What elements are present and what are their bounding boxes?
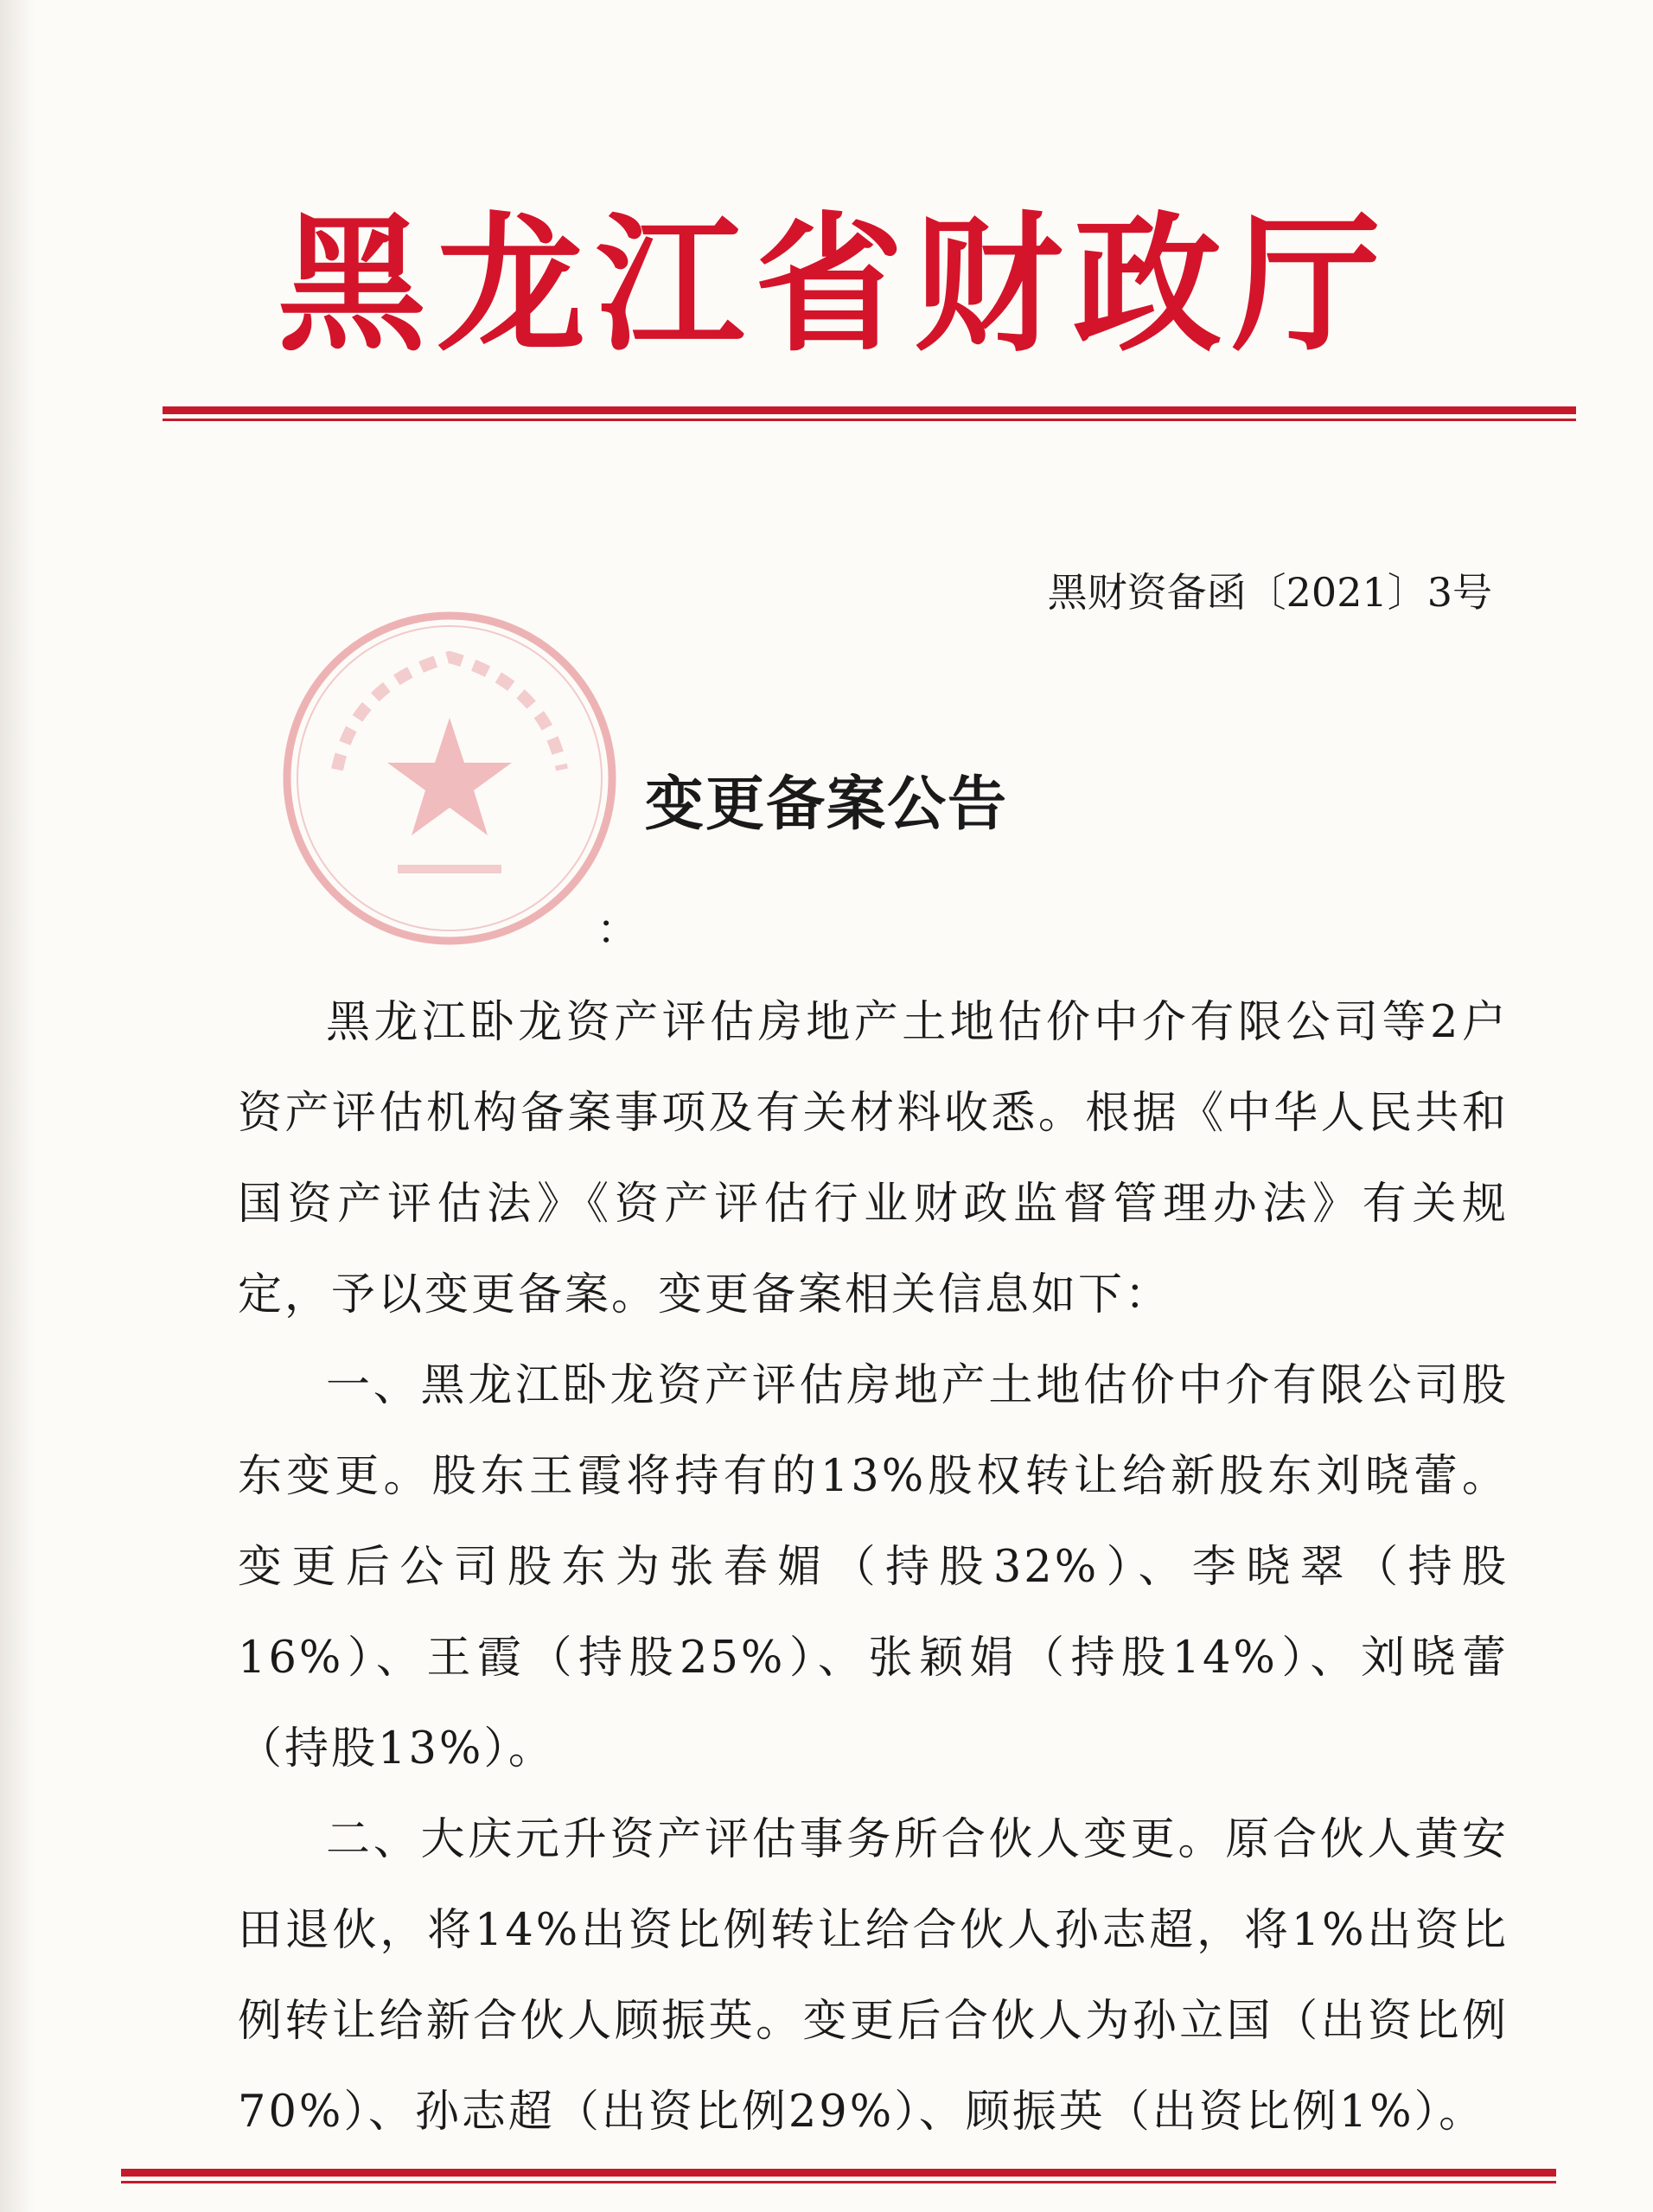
- paper-edge-shadow: [0, 0, 35, 2212]
- rule-thick-line: [121, 2169, 1556, 2177]
- notice-title: 变更备案公告: [644, 770, 1008, 839]
- issuer-masthead: 黑龙江省财政厅: [278, 198, 1391, 372]
- document-number: 黑财资备函〔2021〕3号: [1047, 569, 1492, 616]
- notice-body: [238, 977, 1509, 2158]
- body-paragraph-intro: 黑龙江卧龙资产评估房地产土地估价中介有限公司等2户资产评估机构备案事项及有关材料收悉。根据《中华人民共和国资产评估法》《资产评估行业财政监督管理办法》有关规定，予以变更备案。变更备案相关信息如下：: [238, 997, 1509, 1320]
- rule-thick-line: [163, 406, 1576, 414]
- body-paragraph-item-1: 一、黑龙江卧龙资产评估房地产土地估价中介有限公司股东变更。股东王霞将持有的13%股权转让给新股东刘晓蕾。变更后公司股东为张春媚（持股32%）、李晓翠（持股16%）、王霞（持股25%）、张颖娟（持股14%）、刘晓蕾（持股13%）。: [238, 1360, 1509, 1774]
- masthead-red-rule: [163, 406, 1576, 421]
- addressee-line: ：: [597, 905, 639, 954]
- rule-thin-line: [163, 419, 1576, 421]
- rule-thin-line: [121, 2181, 1556, 2183]
- body-paragraph-item-2: 二、大庆元升资产评估事务所合伙人变更。原合伙人黄安田退伙，将14%出资比例转让给合伙人孙志超，将1%出资比例转让给新合伙人顾振英。变更后合伙人为孙立国（出资比例70%）、孙志超（出资比例29%）、顾振英（出资比例1%）。: [238, 1814, 1509, 2138]
- footer-red-rule: [121, 2169, 1556, 2183]
